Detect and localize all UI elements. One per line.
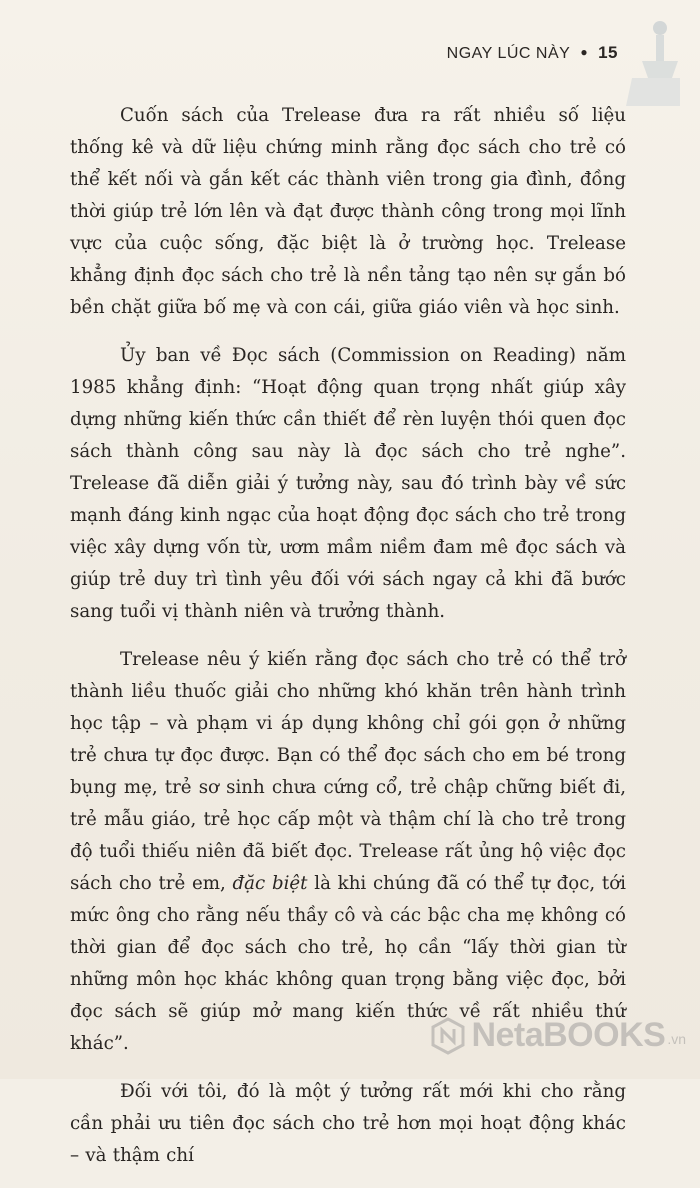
netabooks-logo-icon — [431, 1017, 465, 1055]
paragraph-3-start: Trelease nêu ý kiến rằng đọc sách cho trẻ có thể trở thành liều thuốc giải cho những khó khăn trên hành trình học tập – và phạm vi áp dụng không chỉ gói gọn ở những trẻ chưa tự đọc được. Bạn có thể đọc sách cho em bé trong bụng mẹ, trẻ sơ sinh chưa cứng cổ, trẻ chập chững biết đi, trẻ mẫu giáo, trẻ học cấp một và thậm chí là cho trẻ trong độ tuổi thiếu niên đã biết đọc. Trelease rất ủng hộ việc đọc sách cho trẻ em, — [70, 649, 626, 894]
page-number: 15 — [598, 43, 618, 62]
paragraph-1: Cuốn sách của Trelease đưa ra rất nhiều số liệu thống kê và dữ liệu chứng minh rằng đọc sách cho trẻ có thể kết nối và gắn kết các thành viên trong gia đình, đồng thời giúp trẻ lớn lên và đạt được thành công trong mọi lĩnh vực của cuộc sống, đặc biệt là ở trường học. Trelease khẳng định đọc sách cho trẻ là nền tảng tạo nên sự gắn bó bền chặt giữa bố mẹ và con cái, giữa giáo viên và học sinh. — [70, 105, 626, 318]
watermark — [431, 1016, 686, 1055]
running-header — [447, 43, 618, 63]
paragraph-3-emphasis: đặc biệt — [232, 873, 308, 894]
watermark-suffix: .vn — [667, 1031, 686, 1047]
paragraph-3-end: là khi chúng đã có thể tự đọc, tới mức ông cho rằng nếu thầy cô và các bậc cha mẹ không có thời gian để đọc sách cho trẻ, họ cần “lấy thời gian từ những môn học khác không quan trọng bằng việc đọc, bởi đọc sách sẽ giúp mở mang kiến thức về rất nhiều thứ khác”. — [70, 873, 627, 1054]
running-title: NGAY LÚC NÀY — [446, 45, 571, 62]
paragraph-2: Ủy ban về Đọc sách (Commission on Reading) năm 1985 khẳng định: “Hoạt động quan trọng nhất giúp xây dựng những kiến thức cần thiết để rèn luyện thói quen đọc sách thành công sau này là đọc sách cho trẻ nghe”. Trelease đã diễn giải ý tưởng này, sau đó trình bày về sức mạnh đáng kinh ngạc của hoạt động đọc sách cho trẻ trong việc xây dựng vốn từ, ươm mầm niềm đam mê đọc sách và giúp trẻ duy trì tình yêu đối với sách ngay cả khi đã bước sang tuổi vị thành niên và trưởng thành. — [70, 345, 626, 622]
corner-ornament-icon — [622, 18, 680, 108]
paragraph-3 — [70, 644, 626, 1060]
header-bullet-icon: ● — [580, 45, 589, 59]
paragraph-4: Đối với tôi, đó là một ý tưởng rất mới khi cho rằng cần phải ưu tiên đọc sách cho trẻ hơn mọi hoạt động khác – và thậm chí — [70, 1081, 626, 1166]
watermark-brand: NetaBOOKS — [471, 1016, 666, 1054]
